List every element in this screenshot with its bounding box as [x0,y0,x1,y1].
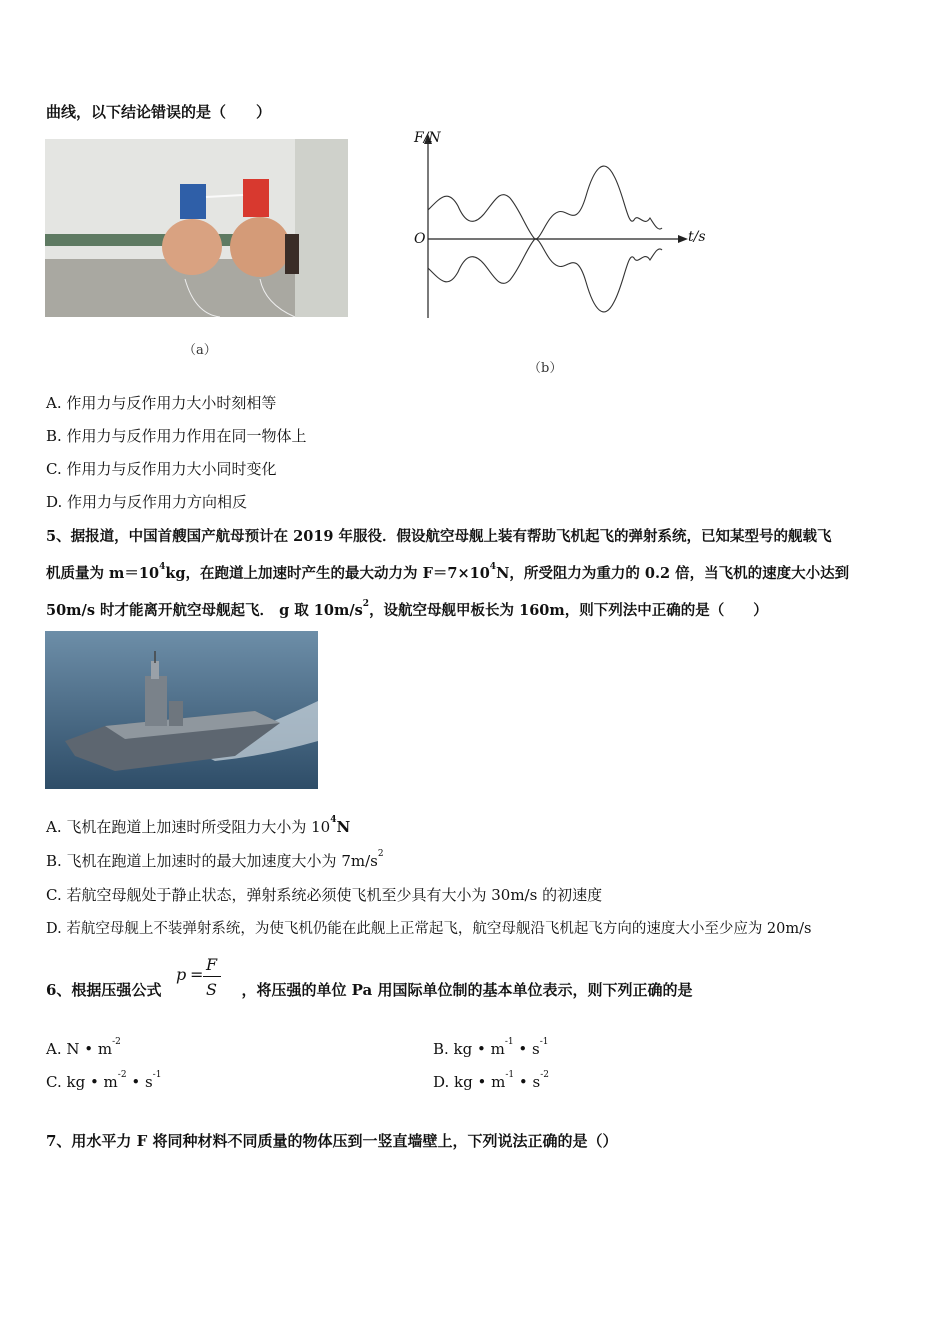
q6-option-c: C. kg • $m^{-2}$ • $s^{-1}$ [46,1070,162,1091]
figure-a-photo [45,139,348,317]
q6-option-d: D. kg • $m^{-1}$ • $s^{-2}$ [433,1070,549,1091]
q4-option-a: A. 作用力与反作用力大小时刻相等 [46,394,277,412]
q5-line-3: 50m/s 时才能离开航空母舰起飞． g 取 $10m/s^2$，设航空母舰甲板长为 160m，则下列法中正确的是（ ） [46,599,768,619]
q5-line-2: 机质量为 $m=10^4kg$，在跑道上加速时产生的最大动力为 $F=7\times 10^4N$，所受阻力为重力的 0.2 倍，当飞机的速度大小达到 [46,562,850,582]
q4-option-c: C. 作用力与反作用力大小同时变化 [46,460,277,478]
carrier-photo [45,631,318,789]
q7-stem: 7、用水平力 F 将同种材料不同质量的物体压到一竖直墙壁上，下列说法正确的是（） [46,1132,618,1150]
q5-line-1: 5、据报道，中国首艘国产航母预计在 2019 年服役．假设航空母舰上装有帮助飞机起飞的弹射系统，已知某型号的舰载飞 [46,528,832,545]
q5-option-b: B. 飞机在跑道上加速时的最大加速度大小为 $7m/s^2$ [46,849,384,870]
figure-b-graph [400,128,720,328]
q6-option-b: B. kg • $m^{-1}$ • $s^{-1}$ [433,1037,549,1058]
y-axis-label: F/N [414,130,441,146]
q5-option-a: A. 飞机在跑道上加速时所受阻力大小为 $10^4N$ [46,815,351,836]
origin-label: O [414,231,426,247]
q4-option-d: D. 作用力与反作用力方向相反 [46,493,248,511]
q5-option-d: D. 若航空母舰上不装弹射系统，为使飞机仍能在此舰上正常起飞，航空母舰沿飞机起飞方向的速度大小至少应为 20m/s [46,921,812,937]
q5-option-c: C. 若航空母舰处于静止状态，弹射系统必须使飞机至少具有大小为 30m/s 的初速度 [46,886,603,904]
q6-stem: 6、根据压强公式 ，将压强的单位 Pa 用国际单位制的基本单位表示，则下列正确的是 [46,981,693,999]
x-axis-label: t/s [688,229,706,245]
figure-a-caption: （a） [183,343,217,358]
q6-option-a: A. N • $m^{-2}$ [46,1037,121,1058]
figure-b-caption: （b） [528,361,563,376]
q4-option-b: B. 作用力与反作用力作用在同一物体上 [46,427,307,445]
intro-line: 曲线，以下结论错误的是（ ） [46,103,272,121]
